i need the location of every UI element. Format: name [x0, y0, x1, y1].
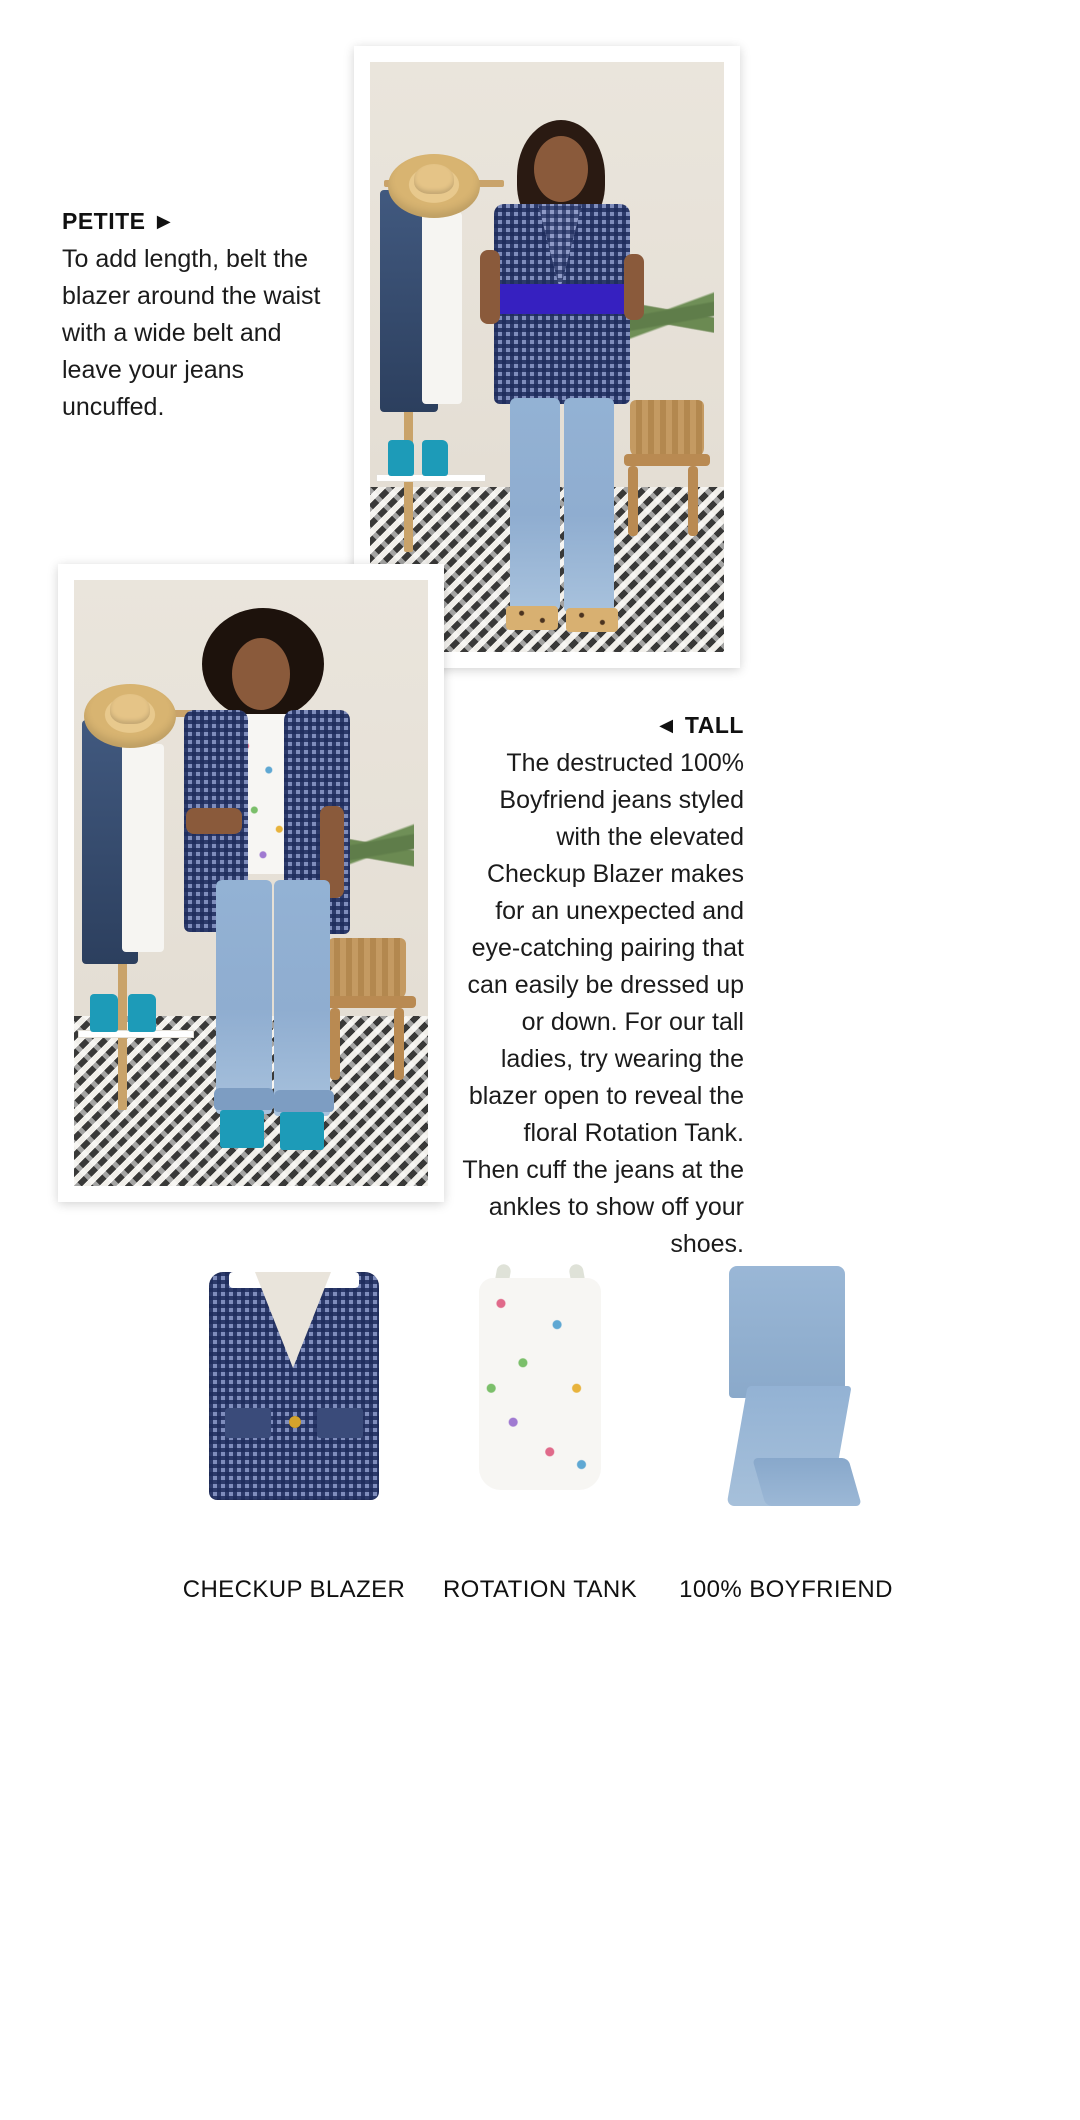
boyfriend-jeans-worn-left — [510, 398, 560, 610]
product-checkup-blazer[interactable] — [171, 1258, 417, 1558]
tall-photo — [74, 580, 428, 1186]
petite-text-block — [62, 208, 342, 426]
product-boyfriend-jeans[interactable] — [663, 1258, 909, 1558]
wood-stool-leg-right — [330, 1008, 340, 1080]
label-checkup-blazer: CHECKUP BLAZER — [182, 1576, 406, 1603]
petite-eyebrow: PETITE ► — [62, 208, 176, 234]
wide-blue-belt — [494, 284, 630, 314]
wood-stool-leg-left — [688, 466, 698, 536]
wood-stool-top — [326, 996, 416, 1008]
leopard-heel-left — [506, 606, 558, 630]
leopard-heel-right — [566, 608, 618, 632]
product-row — [0, 1228, 1080, 1558]
jeans-fold — [752, 1458, 862, 1506]
label-rotation-tank: ROTATION TANK — [442, 1576, 638, 1603]
tank-body — [479, 1278, 601, 1490]
hanging-white-top — [422, 212, 462, 404]
straw-hat — [84, 684, 176, 748]
model-arm-right — [624, 254, 644, 320]
tall-scene — [74, 580, 428, 1186]
tall-text-block — [462, 712, 744, 1263]
wood-stool-leg-left — [394, 1008, 404, 1080]
blazer-pocket-left — [225, 1408, 271, 1438]
jeans-waist — [729, 1266, 845, 1398]
woven-basket — [328, 938, 406, 1000]
tall-photo-card[interactable] — [58, 564, 444, 1202]
woven-basket — [630, 400, 704, 458]
blue-heel-left — [220, 1110, 264, 1148]
blazer-v-neck — [255, 1272, 331, 1368]
tall-body-copy: The destructed 100% Boyfriend jeans styled with the elevated Checkup Blazer makes for an unexpected and eye-catching pairing that can easily be dressed up or down. For our tall ladies, try wearing the blazer open to reveal the floral Rotation Tank. Then cuff the jeans at the ankles to show off your shoes. — [462, 749, 744, 1258]
teal-shoe-right — [128, 994, 156, 1032]
jeans-cuff-left — [214, 1088, 274, 1110]
rotation-tank-image — [417, 1258, 663, 1538]
wood-stool-leg-right — [628, 466, 638, 536]
teal-shoe-right — [422, 440, 448, 476]
hanging-white-top — [122, 744, 164, 952]
model-arm-left — [186, 808, 242, 834]
boyfriend-jeans-worn-left — [216, 880, 272, 1114]
boyfriend-jeans-worn-right — [274, 880, 330, 1116]
teal-shoe-left — [90, 994, 118, 1032]
blue-heel-right — [280, 1112, 324, 1150]
model-arm-left — [480, 250, 500, 324]
product-labels — [0, 1576, 1080, 1604]
model-head — [534, 136, 588, 202]
label-boyfriend-jeans: 100% BOYFRIEND — [679, 1576, 893, 1603]
model-head — [232, 638, 290, 710]
petite-body-copy: To add length, belt the blazer around the waist with a wide belt and leave your jeans uncuffed. — [62, 245, 321, 421]
boyfriend-jeans-worn-right — [564, 398, 614, 612]
tall-eyebrow: ◄ TALL — [654, 712, 744, 738]
product-rotation-tank[interactable] — [417, 1258, 663, 1558]
teal-shoe-left — [388, 440, 414, 476]
straw-hat — [388, 154, 480, 218]
wood-stool-top — [624, 454, 710, 466]
blazer-button — [289, 1416, 301, 1428]
jeans-cuff-right — [274, 1090, 334, 1112]
boyfriend-jeans-image — [663, 1258, 909, 1538]
checkup-blazer-image — [171, 1258, 417, 1538]
blazer-pocket-right — [317, 1408, 363, 1438]
